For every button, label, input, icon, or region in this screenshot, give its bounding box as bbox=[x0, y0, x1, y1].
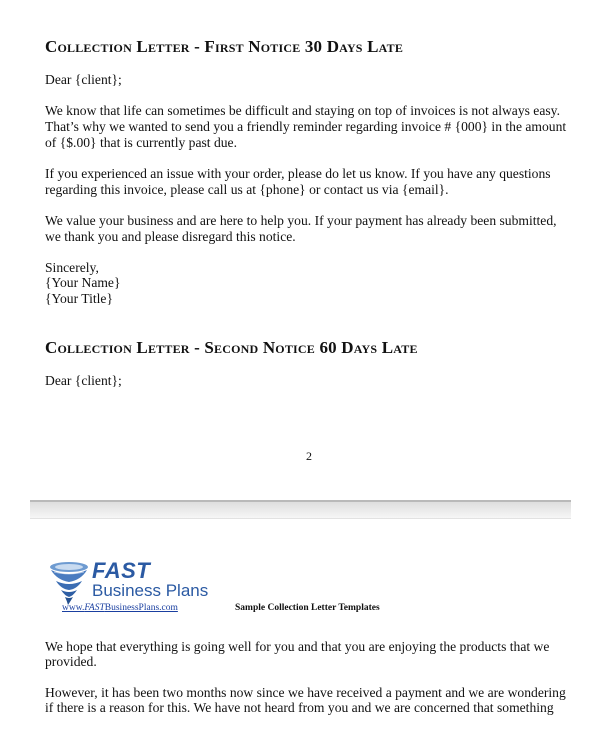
logo-wordmark-fast: FAST bbox=[92, 558, 151, 583]
signer-title: {Your Title} bbox=[45, 291, 113, 306]
paragraph-line: provided. bbox=[45, 654, 97, 669]
signer-name: {Your Name} bbox=[45, 275, 121, 290]
company-logo bbox=[48, 558, 248, 608]
paragraph-line: of {$.00} that is currently past due. bbox=[45, 135, 237, 150]
paragraph-line: regarding this invoice, please call us at {phone} or contact us via {email}. bbox=[45, 182, 449, 197]
salutation: Dear {client}; bbox=[45, 373, 122, 388]
paragraph-line: if there is a reason for this. We have not heard from you and we are concerned that something bbox=[45, 700, 554, 715]
paragraph-line: If you experienced an issue with your order, please do let us know. If you have any questions bbox=[45, 166, 551, 181]
page-number: 2 bbox=[306, 449, 312, 463]
first-notice-heading: Collection Letter - First Notice 30 Days Late bbox=[45, 37, 404, 56]
website-link[interactable]: www.FASTBusinessPlans.com bbox=[62, 603, 178, 613]
paragraph-line: However, it has been two months now since we have received a payment and we are wondering bbox=[45, 685, 566, 700]
paragraph-line: We value your business and are here to help you. If your payment has already been submitted, bbox=[45, 213, 557, 228]
logo-wordmark-business-plans: Business Plans bbox=[92, 581, 209, 600]
closing: Sincerely, bbox=[45, 260, 99, 275]
paragraph-line: We know that life can sometimes be difficult and staying on top of invoices is not always easy. bbox=[45, 103, 560, 118]
salutation: Dear {client}; bbox=[45, 72, 122, 87]
second-notice-heading: Collection Letter - Second Notice 60 Days Late bbox=[45, 338, 418, 357]
page-break bbox=[30, 500, 571, 519]
paragraph-line: That’s why we wanted to send you a friendly reminder regarding invoice # {000} in the amount bbox=[45, 119, 567, 134]
paragraph-line: we thank you and please disregard this notice. bbox=[45, 229, 296, 244]
paragraph-line: We hope that everything is going well for you and that you are enjoying the products that we bbox=[45, 639, 550, 654]
running-header-title: Sample Collection Letter Templates bbox=[235, 603, 380, 613]
tornado-icon bbox=[48, 560, 90, 606]
